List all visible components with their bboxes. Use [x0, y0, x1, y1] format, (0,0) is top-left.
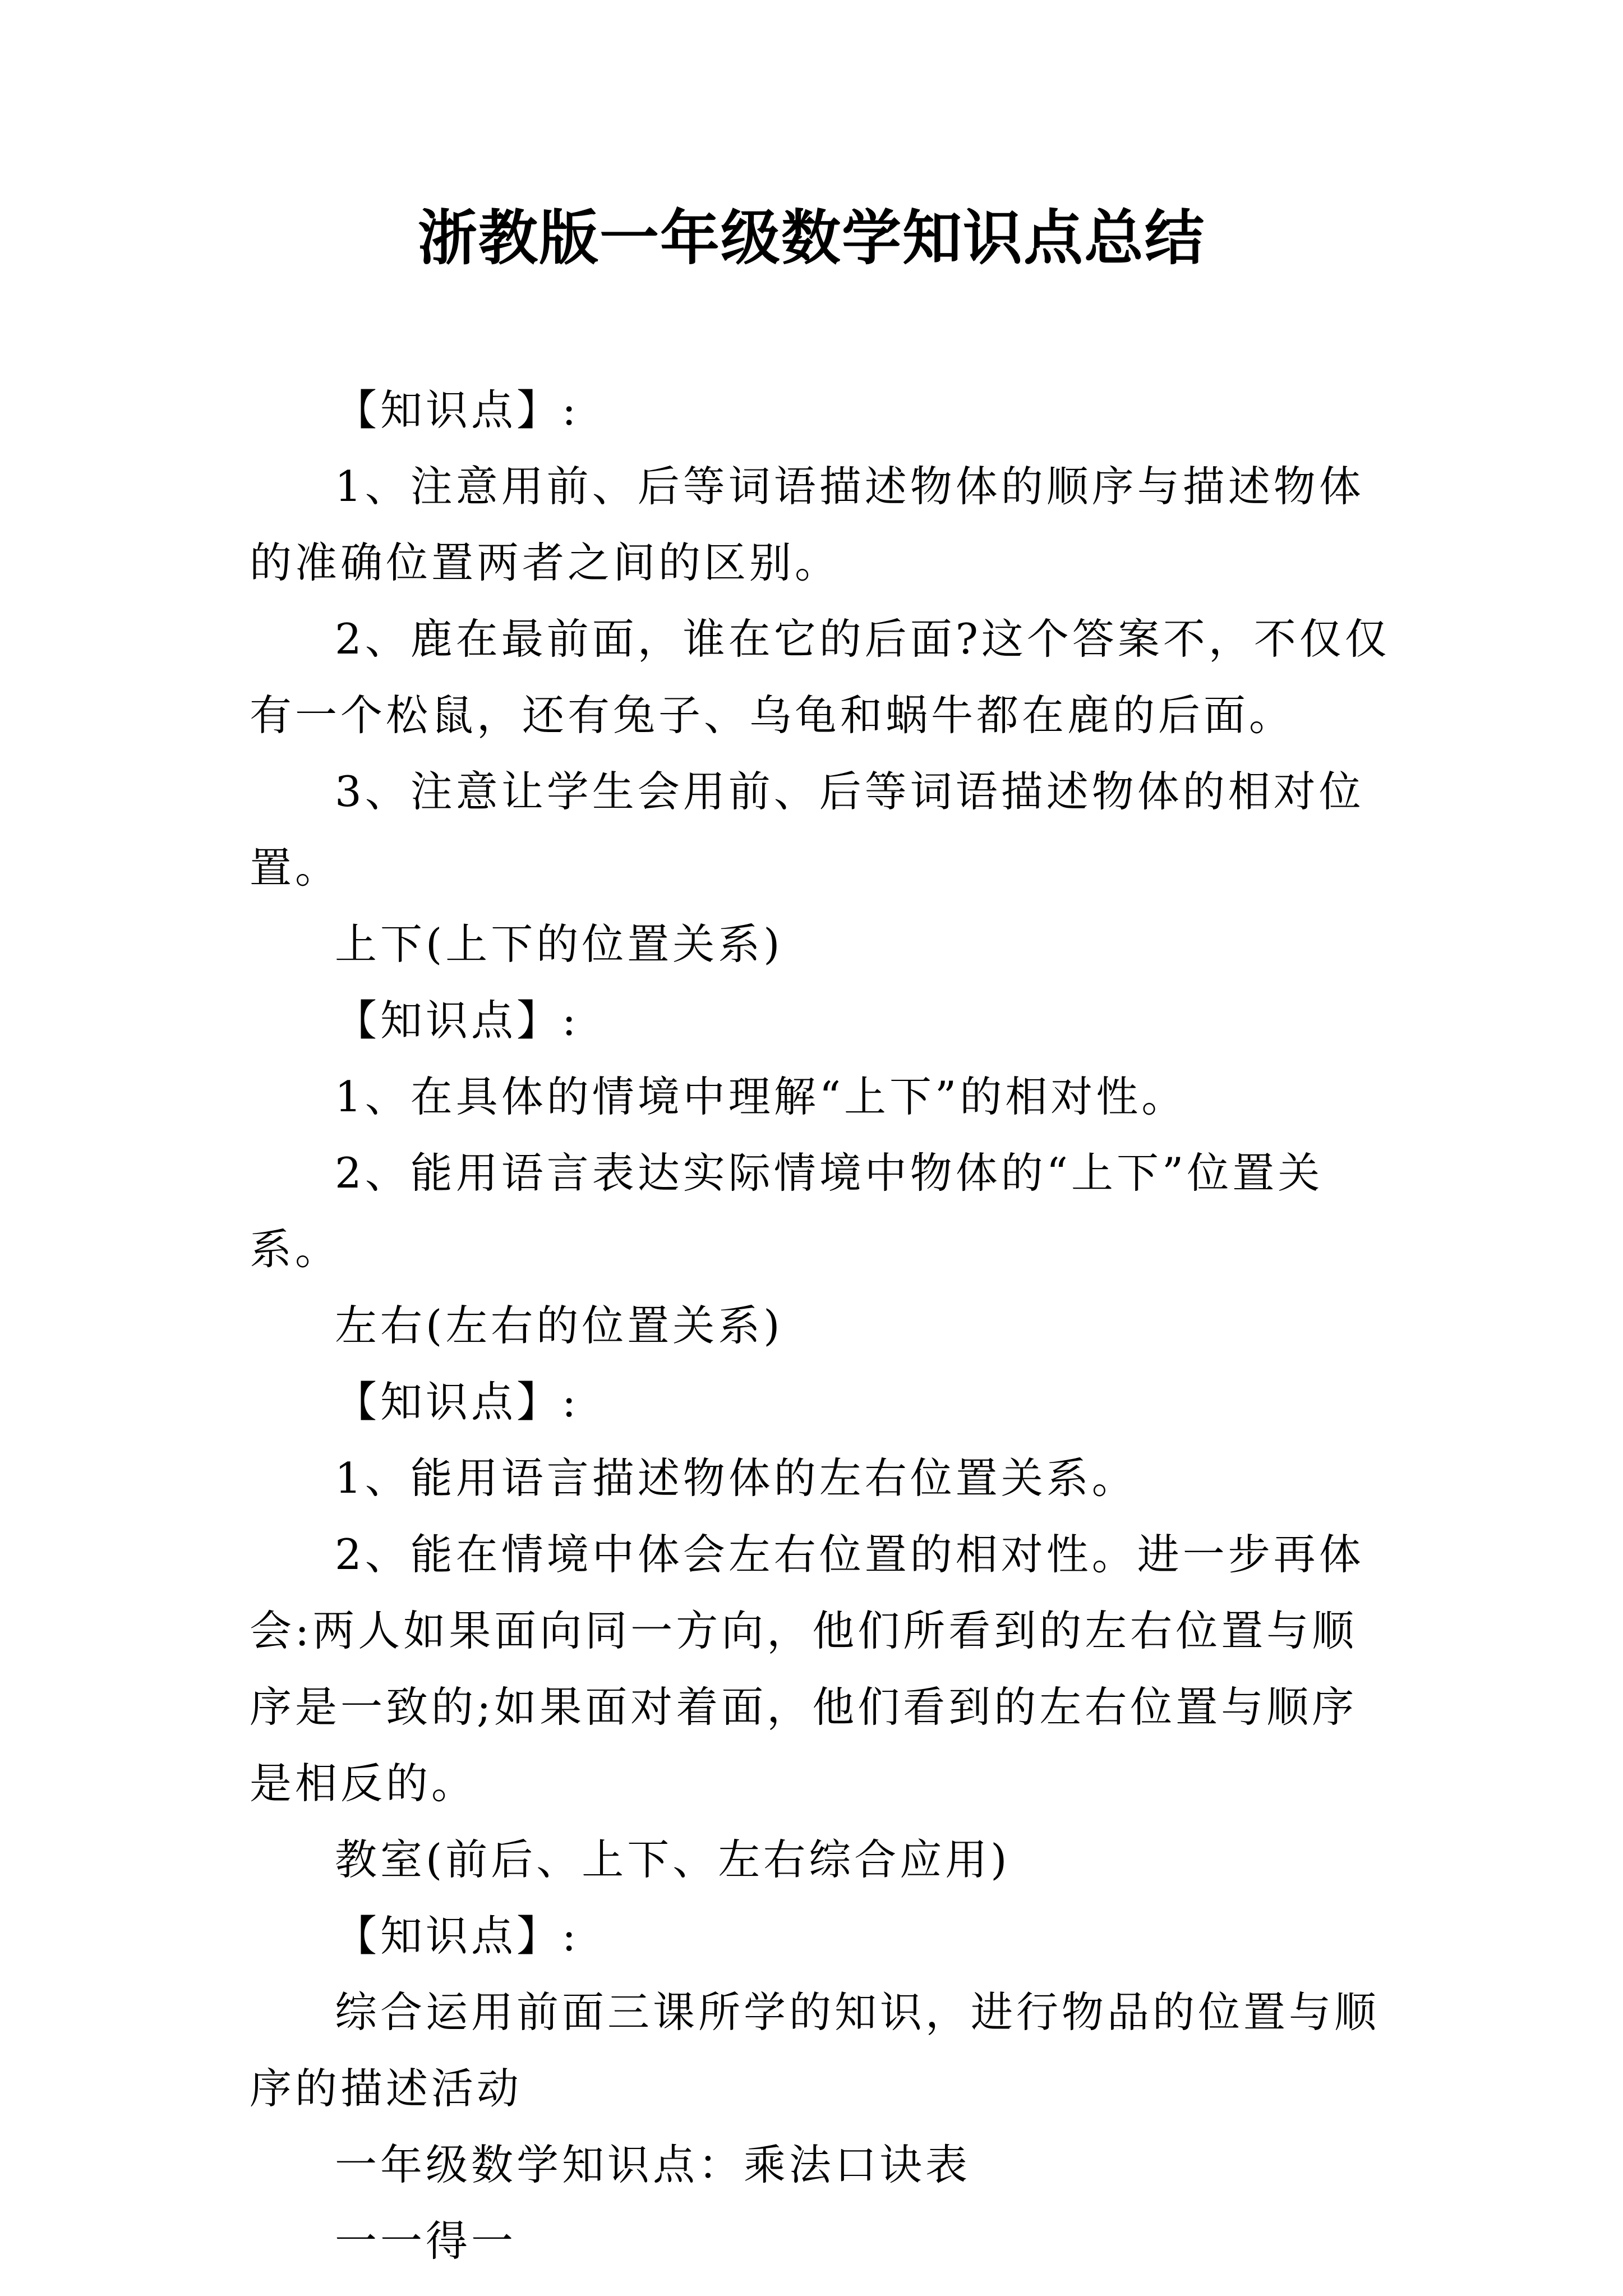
- section-heading-left-right: 左右(左右的位置关系): [335, 1301, 783, 1350]
- paragraph-point-2: 2、鹿在最前面，谁在它的后面?这个答案不，不仅仅有一个松鼠，还有兔子、乌龟和蜗牛都在鹿的后面。: [250, 614, 1390, 740]
- paragraph-up-down-point-2: 2、能用语言表达实际情境中物体的“上下”位置关系。: [250, 1148, 1324, 1274]
- paragraph-knowledge-heading-3: 【知识点】:: [335, 1377, 580, 1427]
- document-body: [250, 372, 1400, 2279]
- paragraph-left-right-point-1: 1、能用语言描述物体的左右位置关系。: [335, 1453, 1137, 1503]
- paragraph-knowledge-heading-2: 【知识点】:: [335, 996, 580, 1045]
- section-heading-up-down: 上下(上下的位置关系): [335, 919, 783, 969]
- paragraph-left-right-point-2: 2、能在情境中体会左右位置的相对性。进一步再体会:两人如果面向同一方向，他们所看到的左右位置与顺序是一致的;如果面对着面，他们看到的左右位置与顺序是相反的。: [250, 1530, 1364, 1808]
- paragraph-point-3: 3、注意让学生会用前、后等词语描述物体的相对位置。: [250, 767, 1364, 892]
- paragraph-knowledge-heading-4: 【知识点】:: [335, 1911, 580, 1961]
- paragraph-point-1: 1、注意用前、后等词语描述物体的顺序与描述物体的准确位置两者之间的区别。: [250, 462, 1364, 587]
- section-heading-multiplication: 一年级数学知识点：乘法口诀表: [335, 2140, 971, 2189]
- paragraph-classroom-point: 综合运用前面三课所学的知识，进行物品的位置与顺序的描述活动: [250, 1987, 1380, 2113]
- paragraph-multiplication-first: 一一得一: [335, 2216, 517, 2266]
- document-title: 浙教版一年级数学知识点总结: [418, 204, 1205, 273]
- section-heading-classroom: 教室(前后、上下、左右综合应用): [335, 1835, 1011, 1884]
- paragraph-up-down-point-1: 1、在具体的情境中理解“上下”的相对性。: [335, 1072, 1187, 1121]
- paragraph-knowledge-heading-1: 【知识点】:: [335, 385, 580, 435]
